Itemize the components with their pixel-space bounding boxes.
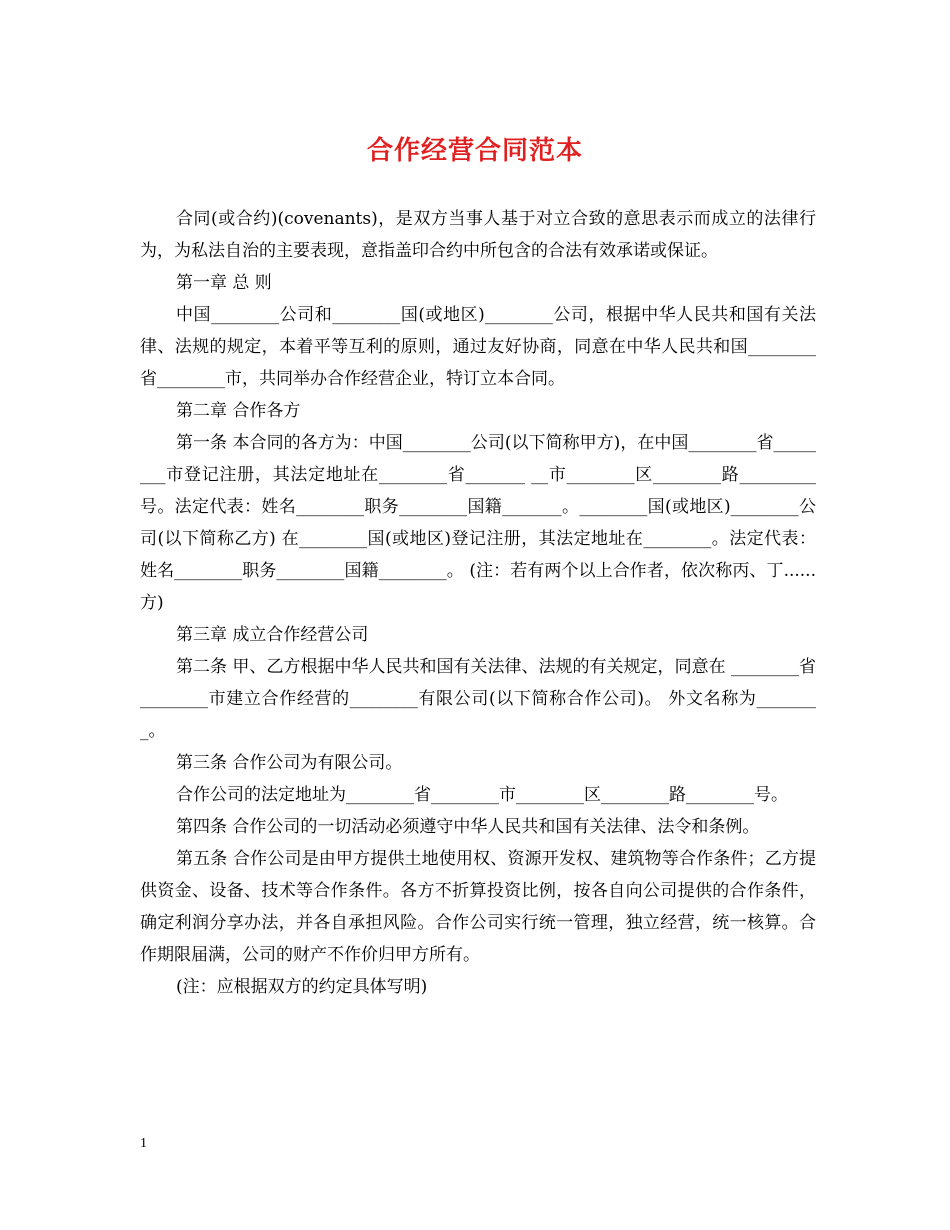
document-title: 合作经营合同范本 [366, 136, 583, 166]
article-3-paragraph: 第三条 合作公司为有限公司。 [176, 753, 403, 773]
intro-paragraph: 合同(或合约)(covenants)，是双方当事人基于对立合致的意思表示而成立的法律行为，为私法自治的主要表现，意指盖印合约中所包含的合法有效承诺或保证。 [140, 209, 816, 261]
chapter-1-paragraph: 中国________公司和________国(或地区)________公司，根据中华人民共和国有关法律、法规的规定，本着平等互利的原则，通过友好协商，同意在中华人民共和国________省________市，共同举办合作经营企业，特订立本合同。 [140, 305, 816, 389]
article-5-paragraph: 第五条 合作公司是由甲方提供土地使用权、资源开发权、建筑物等合作条件；乙方提供资金、设备、技术等合作条件。各方不折算投资比例，按各自向公司提供的合作条件，确定利润分享办法，并各自承担风险。合作公司实行统一管理，独立经营，统一核算。合作期限届满，公司的财产不作价归甲方所有。 [140, 849, 816, 965]
chapter-2-heading: 第二章 合作各方 [176, 401, 301, 421]
note-paragraph: (注：应根据双方的约定具体写明) [176, 977, 428, 997]
chapter-1-heading: 第一章 总 则 [176, 273, 272, 293]
article-4-paragraph: 第四条 合作公司的一切活动必须遵守中华人民共和国有关法律、法令和条例。 [176, 817, 760, 837]
document-body [140, 203, 816, 1003]
page-number: 1 [140, 1136, 147, 1151]
legal-address-paragraph: 合作公司的法定地址为________省________市________区________路________号。 [176, 785, 788, 805]
article-2-paragraph: 第二条 甲、乙方根据中华人民共和国有关法律、法规的有关规定，同意在 ________省________市建立合作经营的________有限公司(以下简称合作公司)。 外文名称为________。 [140, 657, 816, 741]
chapter-3-heading: 第三章 成立合作经营公司 [176, 625, 369, 645]
article-1-paragraph: 第一条 本合同的各方为：中国________公司(以下简称甲方)，在中国________省________市登记注册，其法定地址在________省_______ __市________区________路_________号。法定代表：姓名________职务________国籍_______。________国(或地区)________公司(以下简称乙方) 在________国(或地区)登记注册，其法定地址在________。法定代表：姓名________职务________国籍________。 (注：若有两个以上合作者，依次称丙、丁......方) [140, 433, 816, 613]
